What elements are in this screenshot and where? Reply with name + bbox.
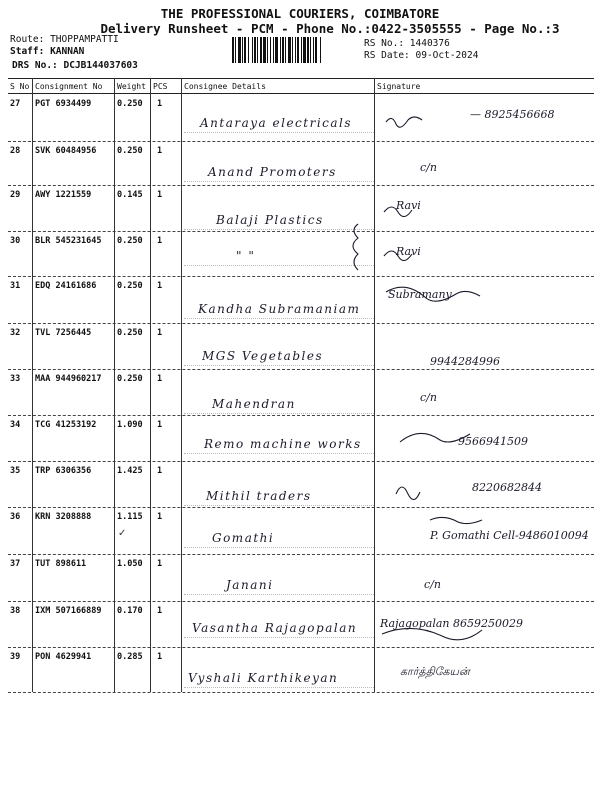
row-signature: Subramany [388,288,452,301]
route-label: Route: [10,34,45,45]
row-pcs: 1 [157,466,163,476]
row-pcs: 1 [157,512,163,522]
col-signature: Signature [377,82,421,91]
row-consignment-no: TVL 7256445 [35,328,92,338]
row-pcs: 1 [157,606,163,616]
row-weight: 0.250 [117,281,143,291]
row-signature: — 8925456668 [470,108,555,121]
row-signature: 8220682844 [472,481,542,494]
row-weight: 0.250 [117,328,143,338]
col-consignment: Consignment No [35,82,103,91]
row-sno: 31 [10,281,21,291]
row-consignee: Anand Promoters [208,165,337,179]
row-weight: 0.250 [117,99,143,109]
row-weight: 1.050 [117,559,143,569]
drs-value: DCJB144037603 [63,60,138,71]
row-consignment-no: SVK 60484956 [35,146,97,156]
row-consignee: MGS Vegetables [202,349,324,363]
staff-label: Staff: [10,46,45,57]
row-consignment-no: PGT 6934499 [35,99,92,109]
signature-scribble [384,207,412,217]
signature-scribble [396,487,420,500]
row-signature: c/n [420,161,437,174]
row-signature: Rajagopalan 8659250029 [380,617,523,630]
row-pcs: 1 [157,559,163,569]
row-signature: c/n [420,391,437,404]
row-consignment-no: MAA 944960217 [35,374,102,384]
row-sno: 32 [10,328,21,338]
runsheet-subtitle: Delivery Runsheet - PCM - Phone No.:0422-3505555 - Page No.:3 [100,21,560,36]
row-sno: 27 [10,99,21,109]
row-weight: 0.250 [117,146,143,156]
signature-scribble [382,628,482,639]
row-consignment-no: IXM 507166889 [35,606,102,616]
row-consignee: Vyshali Karthikeyan [188,671,339,685]
row-consignment-no: AWY 1221559 [35,190,92,200]
row-weight: 0.170 [117,606,143,616]
row-consignee: Janani [226,578,274,592]
signature-scribble [400,433,470,442]
row-consignee: Mithil traders [206,489,312,503]
row-pcs: 1 [157,146,163,156]
row-weight: 0.250 [117,374,143,384]
row-consignee: Antaraya electricals [200,116,353,130]
row-pcs: 1 [157,190,163,200]
row-signature: கார்த்திகேயன் [400,665,470,678]
col-sno: S No [10,82,30,91]
company-title: THE PROFESSIONAL COURIERS, COIMBATORE [160,6,440,21]
row-weight: 0.285 [117,652,143,662]
row-signature: Ravi [396,199,421,212]
row-sno: 36 [10,512,21,522]
row-sno: 37 [10,559,21,569]
staff-value: KANNAN [50,46,85,57]
row-consignee: " " [236,249,256,263]
rs-no-value: 1440376 [409,38,450,49]
row-weight: 0.250 [117,236,143,246]
signature-scribble [384,251,412,261]
row-pcs: 1 [157,652,163,662]
row-pcs: 1 [157,420,163,430]
signature-scribble [386,287,480,301]
row-weight: 0.145 [117,190,143,200]
row-consignment-no: TRP 6306356 [35,466,92,476]
check-mark-icon: ✓ [118,528,127,539]
row-sno: 28 [10,146,21,156]
row-consignee: Gomathi [212,531,275,545]
row-consignment-no: PON 4629941 [35,652,92,662]
row-pcs: 1 [157,236,163,246]
row-consignment-no: EDQ 24161686 [35,281,97,291]
signature-scribble [430,517,482,523]
row-sno: 39 [10,652,21,662]
row-sno: 29 [10,190,21,200]
row-signature: P. Gomathi Cell-9486010094 [430,529,589,542]
col-pcs: PCS [153,82,168,91]
rs-no-label: RS No.: [364,38,405,49]
row-sno: 38 [10,606,21,616]
row-consignee: Vasantha Rajagopalan [192,621,358,635]
row-weight: 1.425 [117,466,143,476]
rs-date-value: 09-Oct-2024 [415,50,479,61]
row-pcs: 1 [157,99,163,109]
row-consignment-no: TUT 898611 [35,559,87,569]
row-sno: 34 [10,420,21,430]
row-consignment-no: BLR 545231645 [35,236,102,246]
row-signature: c/n [424,578,441,591]
route-value: THOPPAMPATTI [50,34,119,45]
row-consignment-no: KRN 3208888 [35,512,92,522]
row-weight: 1.115 [117,512,143,522]
row-consignee: Remo machine works [204,437,362,451]
row-sno: 35 [10,466,21,476]
row-pcs: 1 [157,328,163,338]
row-consignee: Mahendran [212,397,296,411]
row-consignee: Kandha Subramaniam [198,302,361,316]
row-weight: 1.090 [117,420,143,430]
row-pcs: 1 [157,374,163,384]
rs-date-label: RS Date: [364,50,410,61]
row-sno: 33 [10,374,21,384]
bracket-mark [353,224,358,270]
col-weight: Weight [117,82,146,91]
row-consignee: Balaji Plastics [216,213,324,227]
drs-label: DRS No.: [12,60,58,71]
row-consignment-no: TCG 41253192 [35,420,97,430]
row-signature: Ravi [396,245,421,258]
signature-scribble [386,117,422,127]
row-signature: 9944284996 [430,355,500,368]
row-signature: 9566941509 [458,435,528,448]
col-consignee: Consignee Details [184,82,266,91]
row-sno: 30 [10,236,21,246]
row-pcs: 1 [157,281,163,291]
